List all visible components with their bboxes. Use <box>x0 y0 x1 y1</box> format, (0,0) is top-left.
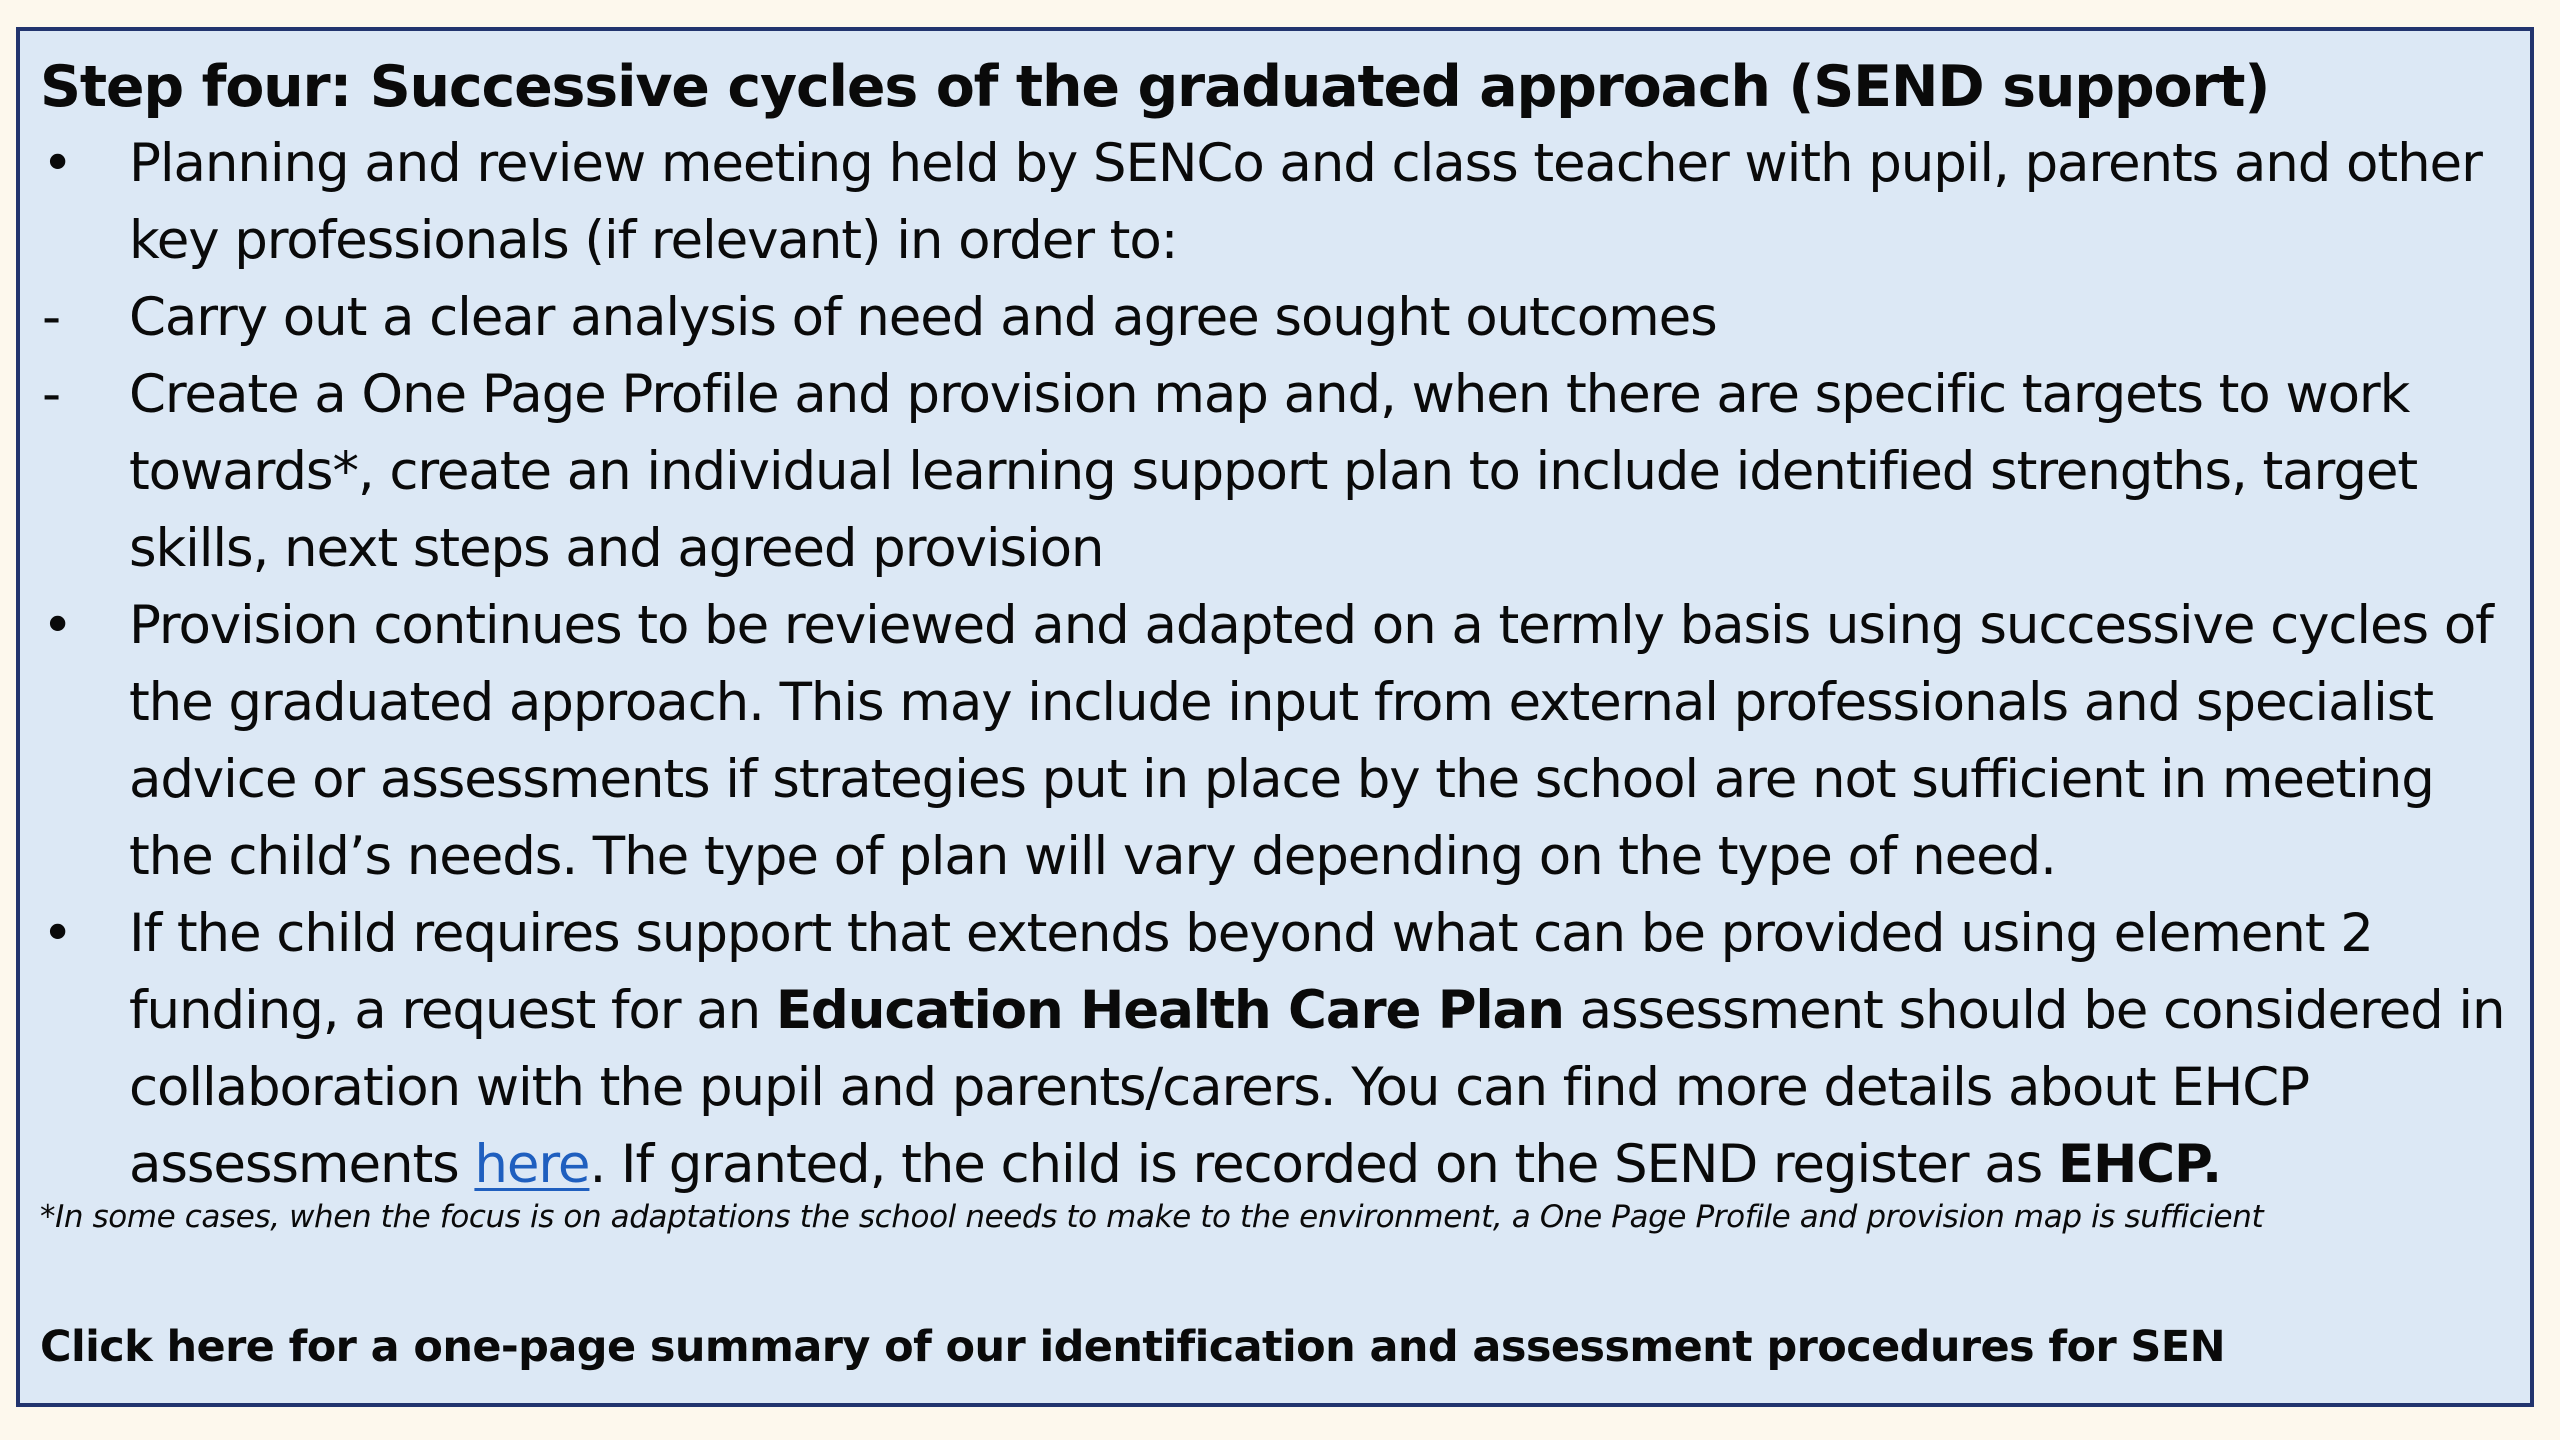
dash-marker: - <box>42 287 61 348</box>
bullet-marker: • <box>42 133 73 194</box>
dash-marker: - <box>42 364 61 425</box>
summary-link[interactable]: Click here for a one-page summary of our identification and assessment procedures for SEN <box>40 1322 2225 1372</box>
text-segment: . If granted, the child is recorded on the SEND register as <box>589 1134 2058 1195</box>
footnote: *In some cases, when the focus is on adaptations the school needs to make to the environment, a One Page Profile and provision map is sufficient <box>40 1199 2264 1235</box>
list-item-line: Create a One Page Profile and provision map and, when there are specific targets to work <box>129 364 2410 425</box>
list-item-line: the child’s needs. The type of plan will vary depending on the type of need. <box>129 826 2056 887</box>
ehcp-emphasis: Education Health Care Plan <box>775 980 1564 1041</box>
list-item-line: the graduated approach. This may include input from external professionals and specialist <box>129 672 2433 733</box>
text-segment: assessments <box>129 1134 475 1195</box>
ehcp-assessments-link[interactable]: here <box>474 1134 590 1195</box>
list-item-line <box>129 1126 2500 1203</box>
list-item-line: Carry out a clear analysis of need and agree sought outcomes <box>129 287 1717 348</box>
list-item-line: advice or assessments if strategies put in place by the school are not sufficient in meeting <box>129 749 2434 810</box>
bullet-marker: • <box>42 595 73 656</box>
content-panel <box>16 27 2534 1407</box>
page-title: Step four: Successive cycles of the graduated approach (SEND support) <box>40 54 2270 120</box>
bullet-marker: • <box>42 903 73 964</box>
list-item <box>40 125 2500 279</box>
list-item <box>40 279 2500 356</box>
list-item-line: Planning and review meeting held by SENCo and class teacher with pupil, parents and other <box>129 133 2482 194</box>
text-segment: assessment should be considered in <box>1563 980 2505 1041</box>
list-item-line: skills, next steps and agreed provision <box>129 518 1104 579</box>
list-item-line: Provision continues to be reviewed and adapted on a termly basis using successive cycles of <box>129 595 2493 656</box>
list-item-line: towards*, create an individual learning support plan to include identified strengths, target <box>129 441 2418 502</box>
register-status-emphasis: EHCP. <box>2057 1134 2222 1195</box>
bullet-list <box>40 125 2505 1203</box>
list-item <box>40 587 2500 895</box>
list-item-line: If the child requires support that extends beyond what can be provided using element 2 <box>129 903 2373 964</box>
list-item-line: key professionals (if relevant) in order to: <box>129 210 1178 271</box>
text-segment: funding, a request for an <box>129 980 776 1041</box>
list-item <box>40 356 2500 587</box>
list-item <box>40 895 2505 1203</box>
list-item-line <box>129 972 2505 1049</box>
list-item-line: collaboration with the pupil and parents/carers. You can find more details about EHCP <box>129 1057 2310 1118</box>
